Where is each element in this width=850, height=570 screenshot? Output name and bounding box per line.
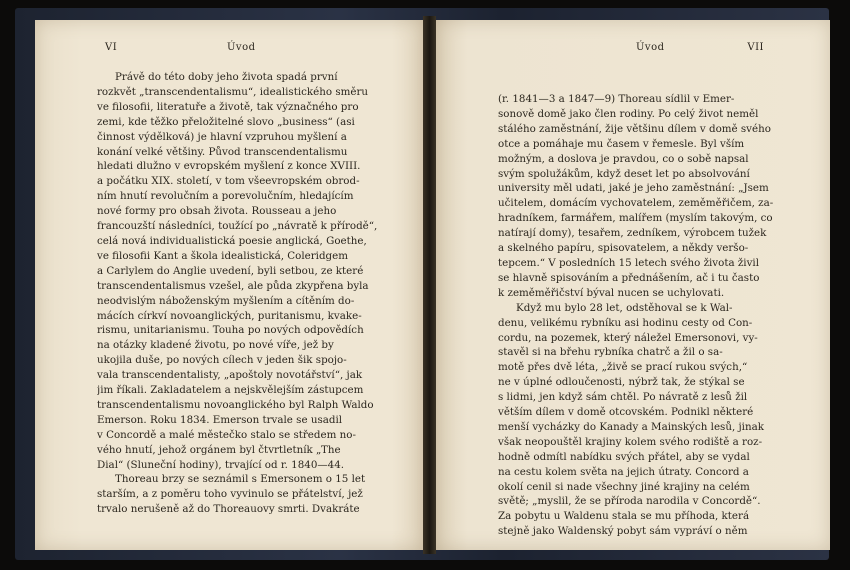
text-line: světě; „myslil, že se příroda narodila v Concordě“. <box>498 495 761 508</box>
text-line: Emerson. Roku 1834. Emerson trvale se usadil <box>97 413 343 426</box>
text-line: s lidmi, jen když sám chtěl. Po návratě z lesů žil <box>498 391 748 404</box>
text-line: v Concordě a malé městečko stalo se středem no- <box>97 428 356 441</box>
text-line: a počátku XIX. století, v tom všeevropském obrod- <box>97 175 360 188</box>
text-line: francouzští následníci, toužící po „návratě k přírodě“, <box>97 220 378 233</box>
left-page <box>35 20 423 550</box>
text-line: rismu, unitarianismu. Touha po nových odpovědích <box>97 324 364 337</box>
text-line: Když mu bylo 28 let, odstěhoval se k Wal- <box>516 301 733 314</box>
text-line: ne v úplné odloučenosti, nýbrž tak, že stýkal se <box>498 376 745 389</box>
text-line: trvalo nerušeně až do Thoreauovy smrti. Dvakráte <box>97 503 360 516</box>
text-line: natírají domy), tesařem, zedníkem, výrobcem tužek <box>498 227 767 240</box>
text-line: tepcem.“ V posledních 15 letech svého života živil <box>498 256 759 269</box>
text-line: ve filosofii, literatuře a životě, tak význačného pro <box>97 100 359 113</box>
text-line: ním hnutí revolučním a porevolučním, hledajícím <box>97 190 354 203</box>
text-line: Právě do této doby jeho života spadá první <box>115 71 338 83</box>
text-line: větším dílem v domě otcovském. Podnikl některé <box>498 406 754 419</box>
text-line: hledati dlužno v evropském myšlení z konce XVIII. <box>97 160 361 173</box>
text-line: cordu, na pozemek, který náležel Emersonovi, vy- <box>498 331 758 344</box>
text-line: hradníkem, farmářem, malířem (myslím takovým, co <box>498 212 773 225</box>
text-line: k zeměměřičství býval nucen se uchylovati. <box>498 286 725 299</box>
text-line: a Carlylem do Anglie uvedení, byli setbou, ze které <box>97 264 364 277</box>
right-page-body <box>498 92 784 539</box>
text-line: stálého zaměstnání, žije většinu dílem v domě svého <box>498 122 771 135</box>
text-line: Za pobytu u Waldenu stala se mu příhoda, která <box>498 510 750 523</box>
text-line: rozkvět „transcendentalismu“, idealistického směru <box>97 85 369 98</box>
text-line: se hlavně spisováním a přednášením, ač i tu často <box>498 271 760 284</box>
text-line: sonově domě jako člen rodiny. Po celý život neměl <box>498 107 759 120</box>
right-page <box>436 20 830 550</box>
text-line: zemi, kde těžko přeložitelné slovo „business“ (asi <box>97 115 355 128</box>
text-line: okolí cenil si nade všechny jiné krajiny na celém <box>498 480 750 493</box>
text-line: Thoreau brzy se seznámil s Emersonem o 15 let <box>115 473 366 486</box>
text-line: činnost výdělková) je hlavní vzpruhou myšlení a <box>97 130 347 143</box>
text-line: transcendentalismus vzešel, ale půda zkypřena byla <box>97 279 369 292</box>
text-line: hodně odmítl nabídku svých přátel, aby se vydal <box>498 450 750 463</box>
text-line: starším, a z poměru toho vyvinulo se přátelství, jež <box>97 488 363 501</box>
left-page-body <box>97 70 401 517</box>
text-line: transcendentalismu novoanglického byl Ralph Waldo <box>97 398 374 411</box>
text-line: však neopouštěl krajiny kolem svého rodiště a roz- <box>498 435 763 448</box>
text-line: Dial“ (Sluneční hodiny), trvající od r. 1840—44. <box>97 458 345 471</box>
text-line: konání velké většiny. Původ transcendentalismu <box>97 145 348 158</box>
left-page-header <box>35 42 423 58</box>
text-line: menší vycházky do Kanady a Mainských lesů, jinak <box>498 420 764 433</box>
text-line: na otázky kladené životu, po nové víře, jež by <box>97 339 334 352</box>
text-line: vého hnutí, jehož orgánem byl čtvrtletník „The <box>97 443 341 456</box>
text-line: možným, a doslova je pravdou, co o sobě napsal <box>498 152 749 165</box>
text-line: a skelného papíru, spisovatelem, a někdy veršo- <box>498 242 749 255</box>
text-line: mácích církví novoanglických, puritanismu, kvake- <box>97 309 362 322</box>
text-line: vala transcendentalisty, „apoštoly novotářství“, jak <box>97 369 363 382</box>
text-line: ve filosofii Kant a škola idealistická, Coleridgem <box>97 249 349 262</box>
text-line: nové formy pro obsah života. Rousseau a jeho <box>97 205 337 218</box>
text-line: university měl udati, jaké je jeho zaměstnání: „Jsem <box>498 182 769 195</box>
text-line: stejně jako Waldenský pobyt sám vypráví o něm <box>498 525 748 538</box>
text-line: celá nová individualistická poesie anglická, Goethe, <box>97 234 367 247</box>
right-running-header: Úvod <box>636 42 665 53</box>
text-line: na cestu kolem světa na jejich útraty. Concord a <box>498 465 749 478</box>
text-line: učitelem, domácím vychovatelem, zeměměřičem, za- <box>498 197 774 210</box>
text-line: jim říkali. Zakladatelem a nejskvělejším zástupcem <box>97 384 364 397</box>
left-page-number: VI <box>105 42 118 53</box>
book-gutter <box>423 16 436 554</box>
text-line: denu, velikému rybníku asi hodinu cesty od Con- <box>498 316 753 329</box>
text-line: (r. 1841—3 a 1847—9) Thoreau sídlil v Emer- <box>498 93 735 105</box>
text-line: neodvislým náboženským myšlením a cítěním do- <box>97 294 355 307</box>
text-line: svým spolužákům, když deset let po absolvování <box>498 167 750 180</box>
right-page-header <box>436 42 830 58</box>
text-line: stavěl si na břehu rybníka chatrč a žil o sa- <box>498 346 723 359</box>
text-line: ukojila duše, po nových cílech v jeden šik spojo- <box>97 354 347 367</box>
right-page-number: VII <box>747 42 764 53</box>
text-line: motě přes dvě léta, „živě se prací rukou svých,“ <box>498 361 748 374</box>
text-line: otce a pomáhaje mu časem v řemesle. Byl vším <box>498 137 745 150</box>
left-running-header: Úvod <box>227 42 256 53</box>
